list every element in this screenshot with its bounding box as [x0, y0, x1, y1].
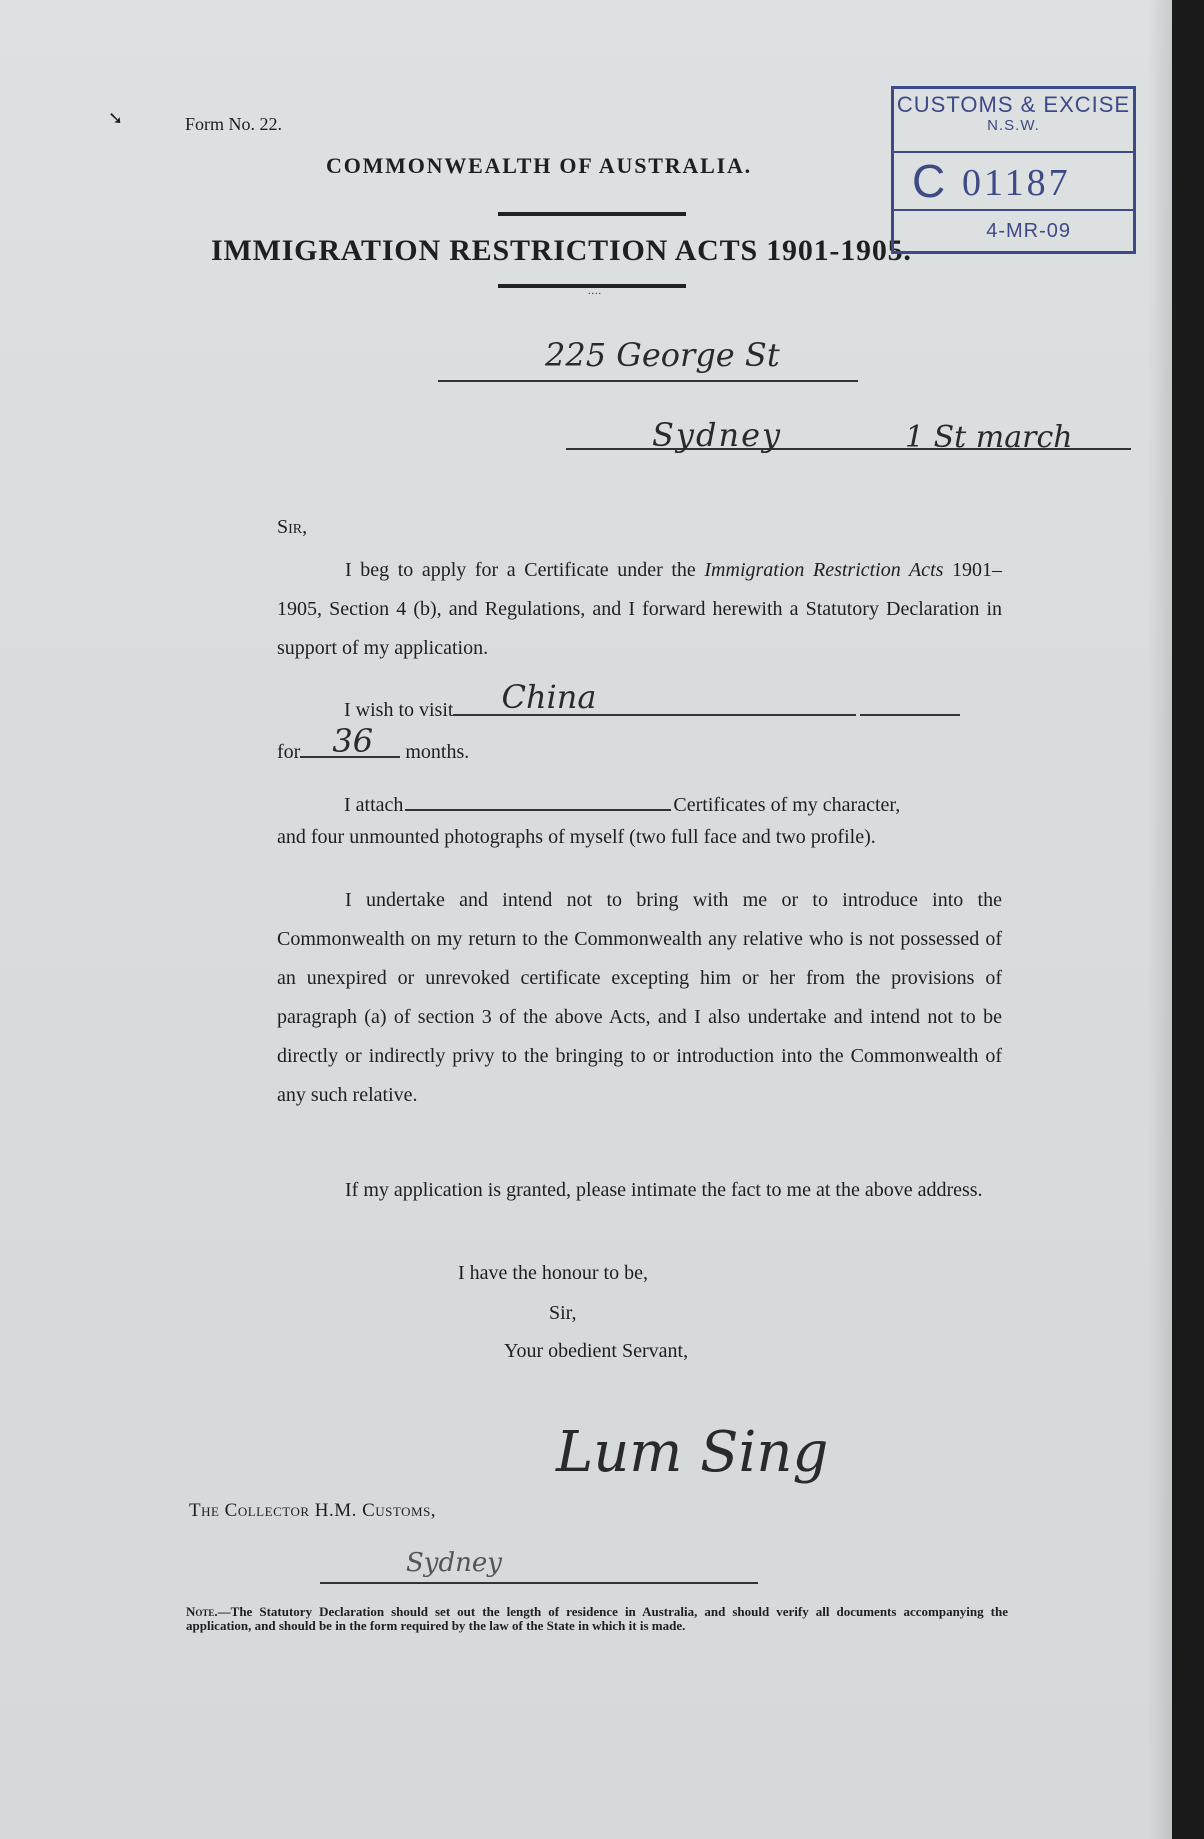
tick-mark: ➘: [108, 108, 124, 128]
months-label: months.: [405, 741, 470, 763]
closing-line3: Your obedient Servant,: [504, 1340, 689, 1362]
for-label: for: [277, 741, 301, 763]
stamp-number: 01187: [962, 162, 1071, 204]
addressee-city-line: [320, 1582, 758, 1584]
address-city: Sydney: [652, 416, 783, 454]
divider-dots: ....: [588, 286, 602, 297]
salutation: Sir,: [277, 516, 308, 538]
note-label: Note.: [186, 1604, 218, 1619]
paragraph-undertaking: I undertake and intend not to bring with me or to introduce into the Commonwealth on my return to the Commonwealth any relative who is not possessed of an unexpired or unrevoked certificate excepting him or her from the provisions of paragraph (a) of section 3 of the above Acts, and I also undertake and intend not to be directly or indirectly privy to the bringing to or introduction into the Commonwealth of any such relative.: [277, 889, 1002, 1106]
stamp-date: 4-MR-09: [986, 220, 1071, 242]
paragraph-application: [277, 551, 1002, 668]
stamp-number-row: [894, 151, 1133, 211]
attach-label: I attach: [344, 794, 404, 816]
duration-row: [277, 722, 470, 764]
visit-field-extension: [860, 688, 960, 716]
stamp-letter: C: [912, 155, 946, 207]
visit-label: I wish to visit: [344, 699, 454, 721]
visit-value: China: [501, 678, 597, 716]
closing-line1: I have the honour to be,: [458, 1262, 648, 1284]
paragraph-granted: If my application is granted, please intimate the fact to me at the above address.: [345, 1179, 983, 1201]
page-edge-shadow: [1148, 0, 1172, 1839]
para1-text-a: I beg to apply for a Certificate under the: [345, 559, 705, 581]
para1-italic: Immigration Restriction Acts: [704, 559, 944, 581]
stamp-line1: CUSTOMS & EXCISE: [896, 92, 1131, 117]
duration-field[interactable]: [300, 722, 400, 760]
note-text: —The Statutory Declaration should set out the length of residence in Australia, and should verify all documents accompanying the application, and should be in the form required by the law of the State in which it is made.: [186, 1604, 1008, 1633]
attach-after: Certificates of my character,: [673, 794, 901, 816]
divider-top: [498, 212, 686, 216]
attach-row: [344, 787, 1004, 817]
addressee: The Collector H.M. Customs,: [189, 1500, 437, 1521]
closing-line2: Sir,: [549, 1302, 577, 1324]
attach-field[interactable]: [405, 787, 671, 811]
customs-stamp: [891, 86, 1136, 254]
para1-text-b: 1901–1905, Section 4 (b), and Regulations, and I forward herewith a Statutory Declaration in support of my application.: [277, 559, 1002, 659]
address-date: 1 St march: [905, 420, 1073, 455]
attach-line2: and four unmounted photographs of myself (two full face and two profile).: [277, 826, 876, 848]
form-number: Form No. 22.: [185, 114, 283, 134]
duration-value: 36: [332, 722, 374, 760]
country-heading: COMMONWEALTH OF AUSTRALIA.: [326, 153, 752, 178]
address-line-1: [438, 380, 858, 382]
signature: Lum Sing: [556, 1420, 829, 1485]
addressee-city: Sydney: [406, 1548, 502, 1578]
address-street: 225 George St: [545, 336, 780, 374]
stamp-line2: N.S.W.: [987, 117, 1040, 134]
visit-row: [344, 678, 1004, 722]
acts-title: IMMIGRATION RESTRICTION ACTS 1901-1905.: [211, 234, 912, 267]
stamp-header: [894, 89, 1133, 153]
footnote: [186, 1605, 1008, 1633]
visit-field[interactable]: [453, 678, 856, 716]
